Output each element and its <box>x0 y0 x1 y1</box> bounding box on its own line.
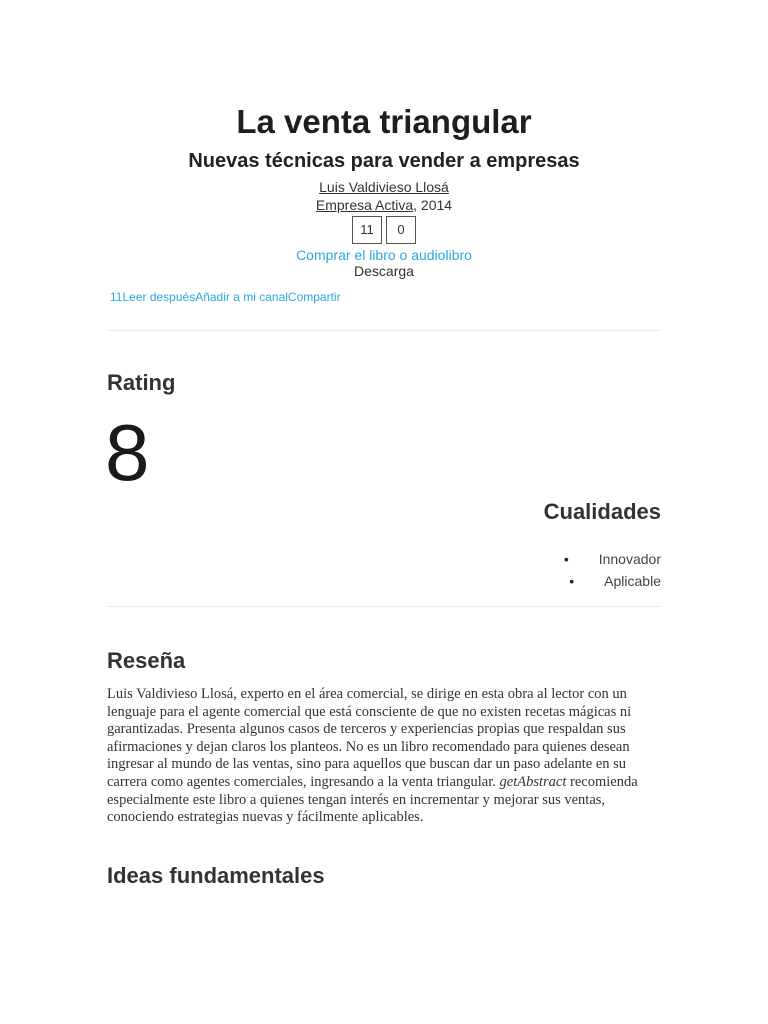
qualities-list <box>564 548 661 592</box>
divider <box>107 330 661 331</box>
review-text-part: recomienda especialmente este libro a quienes tengan interés en incrementar y mejorar sus ventas, conociendo estrategias nuevas y fácilmente aplicables. <box>107 773 638 826</box>
review-text-part: Luis Valdivieso Llosá, experto en el área comercial, se dirige en esta obra al lector con un lenguaje para el agente comercial que está consciente de que no existen recetas mágicas ni garantizadas. Presenta algunos casos de terceros y experiencias propias que respaldan sus afirmaciones y dejan claros los planteos. No es un libro recomendado para quienes desean ingresar al mundo de las ventas, sino para aquellos que buscan dar un paso adelante en su carrera como agentes comerciales, ingresando a la venta triangular. <box>107 686 632 790</box>
buy-book-link[interactable]: Comprar el libro o audiolibro <box>296 247 472 263</box>
rating-heading: Rating <box>107 370 176 395</box>
downvote-count[interactable]: 0 <box>386 216 416 244</box>
action-bar <box>110 290 341 304</box>
bullet: • <box>569 573 575 589</box>
publication-year: , 2014 <box>413 197 453 213</box>
divider <box>107 606 661 607</box>
upvote-count[interactable]: 11 <box>352 216 382 244</box>
book-header <box>0 100 768 279</box>
brand-name: getAbstract <box>499 773 567 790</box>
vote-counts <box>0 216 768 244</box>
author-link[interactable]: Luis Valdivieso Llosá <box>319 179 449 195</box>
quality-label: Innovador <box>598 551 661 567</box>
book-author-line <box>0 178 768 196</box>
quality-item <box>564 570 661 592</box>
bullet: • <box>563 551 569 567</box>
review-heading: Reseña <box>107 648 186 673</box>
review-text <box>107 686 663 827</box>
rating-value: 8 <box>105 408 150 497</box>
qualities-heading: Cualidades <box>543 499 661 524</box>
add-to-channel-link[interactable]: Añadir a mi canal <box>195 290 288 304</box>
book-title: La venta triangular <box>236 103 532 140</box>
download-label[interactable]: Descarga <box>354 263 414 279</box>
book-publisher-line <box>0 196 768 214</box>
quality-label: Aplicable <box>604 573 661 589</box>
read-later-link[interactable]: Leer después <box>122 290 196 304</box>
quality-item <box>564 548 661 570</box>
share-link[interactable]: Compartir <box>287 290 341 304</box>
publisher-link[interactable]: Empresa Activa <box>315 197 414 213</box>
action-count: 11 <box>110 290 123 304</box>
book-subtitle: Nuevas técnicas para vender a empresas <box>188 150 580 172</box>
ideas-heading: Ideas fundamentales <box>107 863 325 888</box>
